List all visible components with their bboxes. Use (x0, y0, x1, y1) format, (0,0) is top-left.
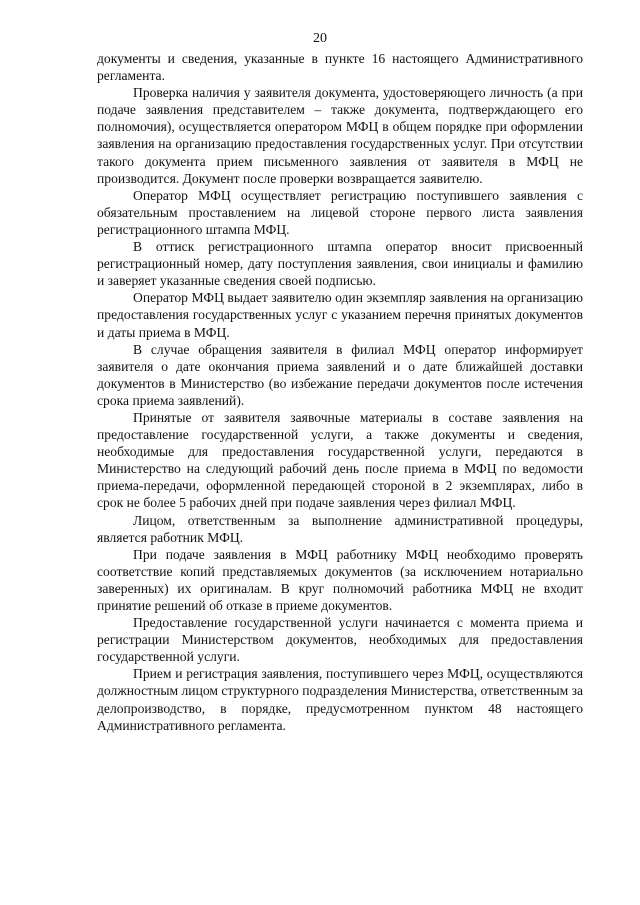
paragraph: Лицом, ответственным за выполнение административной процедуры, является работник МФЦ. (97, 512, 583, 545)
paragraph: Прием и регистрация заявления, поступившего через МФЦ, осуществляются должностным лицом структурного подразделения Министерства, ответственным за делопроизводство, в порядке, предусмотренном пунктом 48 настоящего Административного регламента. (97, 666, 583, 733)
paragraph: В случае обращения заявителя в филиал МФЦ оператор информирует заявителя о дате окончания приема заявлений и о дате ближайшей доставки документов в Министерство (во избежание передачи документов после истечения срока приема заявлений). (97, 341, 583, 408)
paragraph: Предоставление государственной услуги начинается с момента приема и регистрации Министерством документов, необходимых для предоставления государственной услуги. (97, 615, 583, 665)
document-body (97, 50, 583, 734)
paragraph: При подаче заявления в МФЦ работнику МФЦ необходимо проверять соответствие копий представляемых документов (за исключением нотариально заверенных) их оригиналам. В круг полномочий работника МФЦ не входит принятие решений об отказе в приеме документов. (97, 546, 583, 613)
paragraph: Принятые от заявителя заявочные материалы в составе заявления на предоставление государственной услуги, а также документы и сведения, необходимые для предоставления государственной услуги, передаются в Министерство на следующий рабочий день после приема в МФЦ по ведомости приема-передачи, оформленной передающей стороной в 2 экземплярах, либо в срок не более 5 рабочих дней при подаче заявления через филиал МФЦ. (97, 409, 583, 511)
paragraph: Оператор МФЦ выдает заявителю один экземпляр заявления на организацию предоставления государственных услуг с указанием перечня принятых документов и даты приема в МФЦ. (97, 290, 583, 340)
page-number: 20 (313, 31, 327, 46)
paragraph: Проверка наличия у заявителя документа, удостоверяющего личность (а при подаче заявления представителем – также документа, подтверждающего его полномочия), осуществляется оператором МФЦ в общем порядке при оформлении заявления на организацию предоставления государственных услуг. При отсутствии такого документа прием письменного заявления от заявителя в МФЦ не производится. Документ после проверки возвращается заявителю. (97, 85, 583, 186)
paragraph: В оттиск регистрационного штампа оператор вносит присвоенный регистрационный номер, дату поступления заявления, свои инициалы и фамилию и заверяет указанные сведения своей подписью. (97, 239, 583, 289)
paragraph: Оператор МФЦ осуществляет регистрацию поступившего заявления с обязательным проставлением на лицевой стороне первого листа заявления регистрационного штампа МФЦ. (97, 187, 583, 237)
paragraph: документы и сведения, указанные в пункте 16 настоящего Административного регламента. (97, 51, 583, 84)
